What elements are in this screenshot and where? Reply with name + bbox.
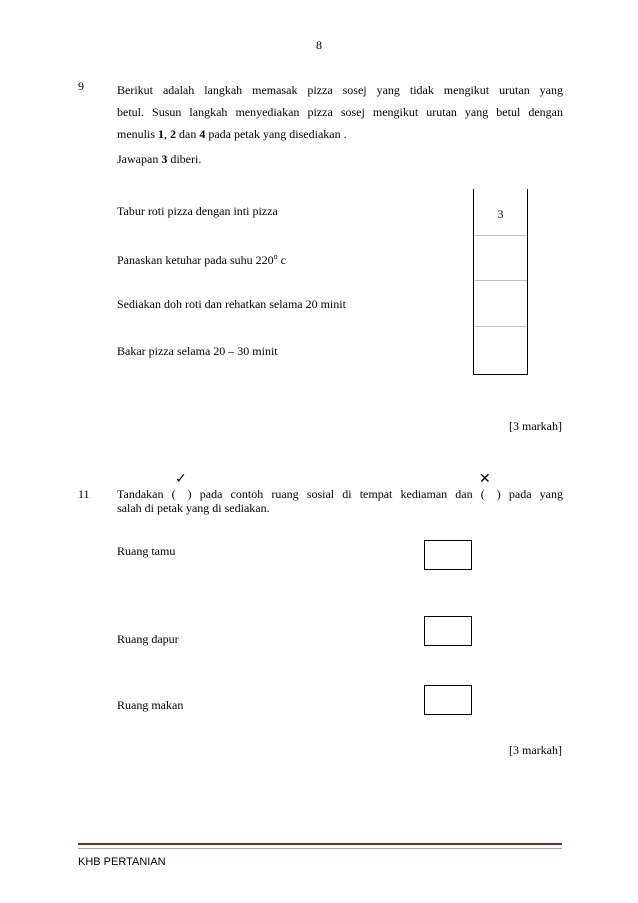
q11-line-2: salah di petak yang di sediakan.	[117, 501, 270, 515]
option-box-ruang-makan[interactable]	[424, 685, 472, 715]
question-9-marks: [3 markah]	[509, 419, 562, 433]
page-number: 8	[316, 38, 322, 52]
question-11-marks: [3 markah]	[509, 743, 562, 757]
q11-line-1: Tandakan ( ) pada contoh ruang sosial di tempat kediaman dan ( ) pada yang	[117, 487, 563, 501]
option-box-ruang-tamu[interactable]	[424, 540, 472, 570]
question-11-number: 11	[78, 487, 90, 501]
q9-line-3: menulis 1, 2 dan 4 pada petak yang disediakan .	[117, 127, 347, 141]
option-label-ruang-makan: Ruang makan	[117, 698, 184, 712]
step-label-2: Panaskan ketuhar pada suhu 220$^o$ c	[117, 252, 286, 267]
option-box-ruang-dapur[interactable]	[424, 616, 472, 646]
answer-box-1[interactable]: 3	[497, 207, 504, 221]
footer-rule	[78, 843, 562, 849]
check-icon: ✓	[175, 471, 187, 487]
q9-line-4: Jawapan 3 diberi.	[117, 152, 202, 166]
answer-box-3[interactable]	[474, 280, 527, 326]
answer-box-4[interactable]	[474, 326, 527, 375]
q9-line-2: betul. Susun langkah menyediakan pizza sosej mengikut urutan yang betul dengan	[117, 105, 563, 119]
question-9-instructions	[117, 79, 563, 170]
step-label-1: Tabur roti pizza dengan inti pizza	[117, 204, 278, 218]
question-9-number: 9	[78, 79, 84, 93]
footer-text: KHB PERTANIAN	[78, 856, 166, 868]
option-label-ruang-tamu: Ruang tamu	[117, 544, 176, 558]
step-label-4: Bakar pizza selama 20 – 30 minit	[117, 344, 278, 358]
option-label-ruang-dapur: Ruang dapur	[117, 632, 179, 646]
answer-boxes-column	[473, 189, 528, 375]
question-11-instructions	[117, 487, 563, 515]
q9-line-1: Berikut adalah langkah memasak pizza sosej yang tidak mengikut urutan yang	[117, 83, 563, 97]
answer-box-2[interactable]	[474, 235, 527, 280]
step-label-3: Sediakan doh roti dan rehatkan selama 20 minit	[117, 297, 346, 311]
cross-icon: ✕	[479, 471, 491, 487]
